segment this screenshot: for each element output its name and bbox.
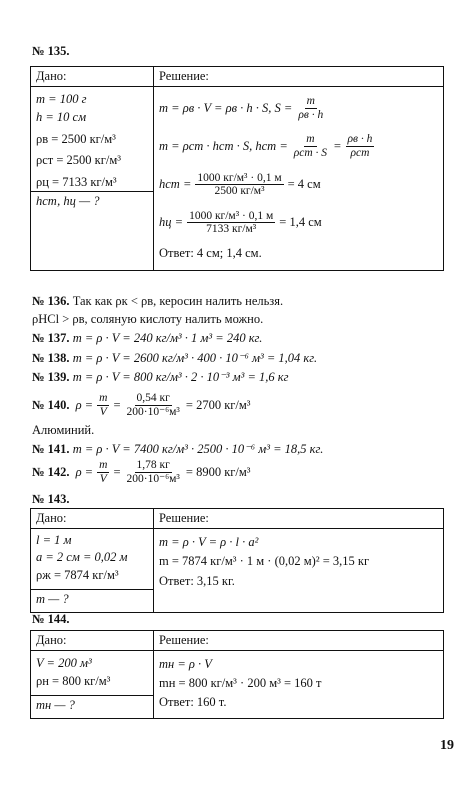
solution-cell [154, 651, 444, 719]
eq-sign: = [333, 138, 342, 153]
fraction [292, 133, 329, 159]
given-line: ρст = 2500 кг/м³ [36, 153, 122, 168]
fraction [125, 392, 182, 418]
problem-text: m = ρ · V = 240 кг/м³ · 1 м³ = 240 кг. [72, 331, 263, 345]
problem-144-table [30, 630, 444, 719]
given-line: ρн = 800 кг/м³ [36, 674, 111, 689]
problem-number: № 141. [32, 442, 70, 456]
solution-line [159, 172, 438, 198]
solution-header: Решение: [154, 509, 444, 529]
find-cell [31, 192, 154, 271]
problem-text: m = ρ · V = 800 кг/м³ · 2 · 10⁻³ м³ = 1,6 кг [72, 370, 289, 384]
denominator: 2500 кг/м³ [214, 185, 265, 198]
eq-text: ρ = [75, 397, 94, 412]
find-cell [31, 590, 154, 613]
denominator: ρст · S [293, 146, 328, 159]
fraction [296, 95, 325, 121]
problem-139 [32, 369, 289, 385]
answer: Ответ: 4 см; 1,4 см. [159, 246, 262, 261]
problem-136-line2: ρHCl > ρв, соляную кислоту налить можно. [32, 312, 264, 326]
problem-142 [32, 459, 251, 485]
given-line: a = 2 см = 0,02 м [36, 550, 128, 565]
eq-text: = 4 см [287, 177, 321, 192]
fraction [187, 210, 275, 236]
problem-number: № 139. [32, 370, 70, 384]
problem-text: m = ρ · V = 7400 кг/м³ · 2500 · 10⁻⁶ м³ = 18,5 кг. [72, 442, 324, 456]
given-cell [31, 651, 154, 696]
eq-text: m = ρст · hст · S, hст = [159, 138, 288, 153]
problem-138 [32, 350, 317, 366]
answer: Ответ: 3,15 кг. [159, 573, 235, 588]
problem-140 [32, 392, 251, 418]
numerator: m [99, 459, 108, 471]
problem-144-number: № 144. [32, 612, 70, 626]
solution-line [159, 95, 438, 121]
solution-line [159, 133, 438, 159]
problem-number: № 142. [32, 464, 70, 479]
answer: Ответ: 160 т. [159, 694, 227, 709]
eq-sign: = [113, 397, 121, 412]
problem-137 [32, 331, 262, 346]
fraction [125, 459, 182, 485]
problem-text: Так как ρк < ρв, керосин налить нельзя. [72, 294, 284, 308]
fraction [97, 392, 109, 418]
problem-136 [32, 294, 283, 309]
problem-143-table [30, 508, 444, 613]
problem-number: № 136. [32, 294, 70, 308]
eq-text: hст = [159, 177, 192, 192]
numerator: 1000 кг/м³ · 0,1 м [197, 171, 282, 184]
eq-sign: = [113, 464, 121, 479]
find-text: mн — ? [36, 698, 75, 712]
problem-number: № 137. [32, 331, 70, 345]
given-line: ρж = 7874 кг/м³ [36, 567, 119, 582]
problem-143-number: № 143. [32, 492, 70, 506]
denominator: 7133 кг/м³ [206, 223, 257, 236]
denominator: 200·10⁻⁶м³ [126, 405, 180, 418]
find-text: m — ? [36, 592, 69, 606]
solution-line [159, 210, 438, 236]
numerator: m [306, 95, 315, 107]
denominator: V [99, 405, 107, 418]
numerator: 1000 кг/м³ · 0,1 м [189, 209, 274, 222]
given-line: ρв = 2500 кг/м³ [36, 131, 116, 146]
eq-text: = 1,4 см [279, 215, 322, 230]
numerator: 0,54 кг [136, 392, 170, 404]
problem-number: № 140. [32, 397, 70, 412]
denominator: 200·10⁻⁶м³ [126, 472, 180, 485]
fraction [195, 172, 283, 198]
find-text: hст, hц — ? [36, 194, 100, 208]
problem-141 [32, 441, 323, 457]
problem-135-number: № 135. [32, 44, 70, 58]
problem-number: № 138. [32, 351, 70, 365]
fraction [346, 133, 375, 159]
given-line: ρц = 7133 кг/м³ [36, 174, 117, 189]
given-header: Дано: [31, 67, 154, 87]
given-header: Дано: [31, 631, 154, 651]
solution-cell [154, 529, 444, 613]
denominator: ρв · h [298, 108, 324, 121]
eq-text: = 2700 кг/м³ [185, 397, 251, 412]
numerator: m [99, 392, 108, 404]
eq-text: = 8900 кг/м³ [185, 464, 251, 479]
numerator: 1,78 кг [136, 459, 170, 471]
given-line: m = 100 г [36, 92, 87, 106]
numerator: ρв · h [347, 133, 373, 146]
eq-text: ρ = [75, 464, 94, 479]
solution-line: mн = ρ · V [159, 657, 212, 671]
find-cell [31, 696, 154, 719]
given-header: Дано: [31, 509, 154, 529]
problem-text: m = ρ · V = 2600 кг/м³ · 400 · 10⁻⁶ м³ = 1,04 кг. [72, 351, 318, 365]
solution-header: Решение: [154, 631, 444, 651]
given-line: V = 200 м³ [36, 656, 92, 670]
problem-135-table [30, 66, 444, 271]
page-number: 19 [440, 738, 454, 753]
given-line: h = 10 см [36, 110, 87, 125]
denominator: V [99, 472, 107, 485]
numerator: m [306, 133, 315, 146]
problem-140-answer: Алюминий. [32, 423, 95, 437]
solution-line: mн = 800 кг/м³ · 200 м³ = 160 т [159, 676, 322, 691]
fraction [97, 459, 109, 485]
eq-text: hц = [159, 215, 184, 230]
eq-text: m = ρв · V = ρв · h · S, S = [159, 100, 293, 115]
solution-cell [154, 87, 444, 271]
solution-line: m = 7874 кг/м³ · 1 м · (0,02 м)² = 3,15 кг [159, 554, 370, 569]
solution-header: Решение: [154, 67, 444, 87]
given-cell [31, 87, 154, 192]
denominator: ρст [350, 146, 370, 159]
given-line: l = 1 м [36, 533, 72, 547]
given-cell [31, 529, 154, 590]
solution-line: m = ρ · V = ρ · l · a² [159, 535, 259, 549]
